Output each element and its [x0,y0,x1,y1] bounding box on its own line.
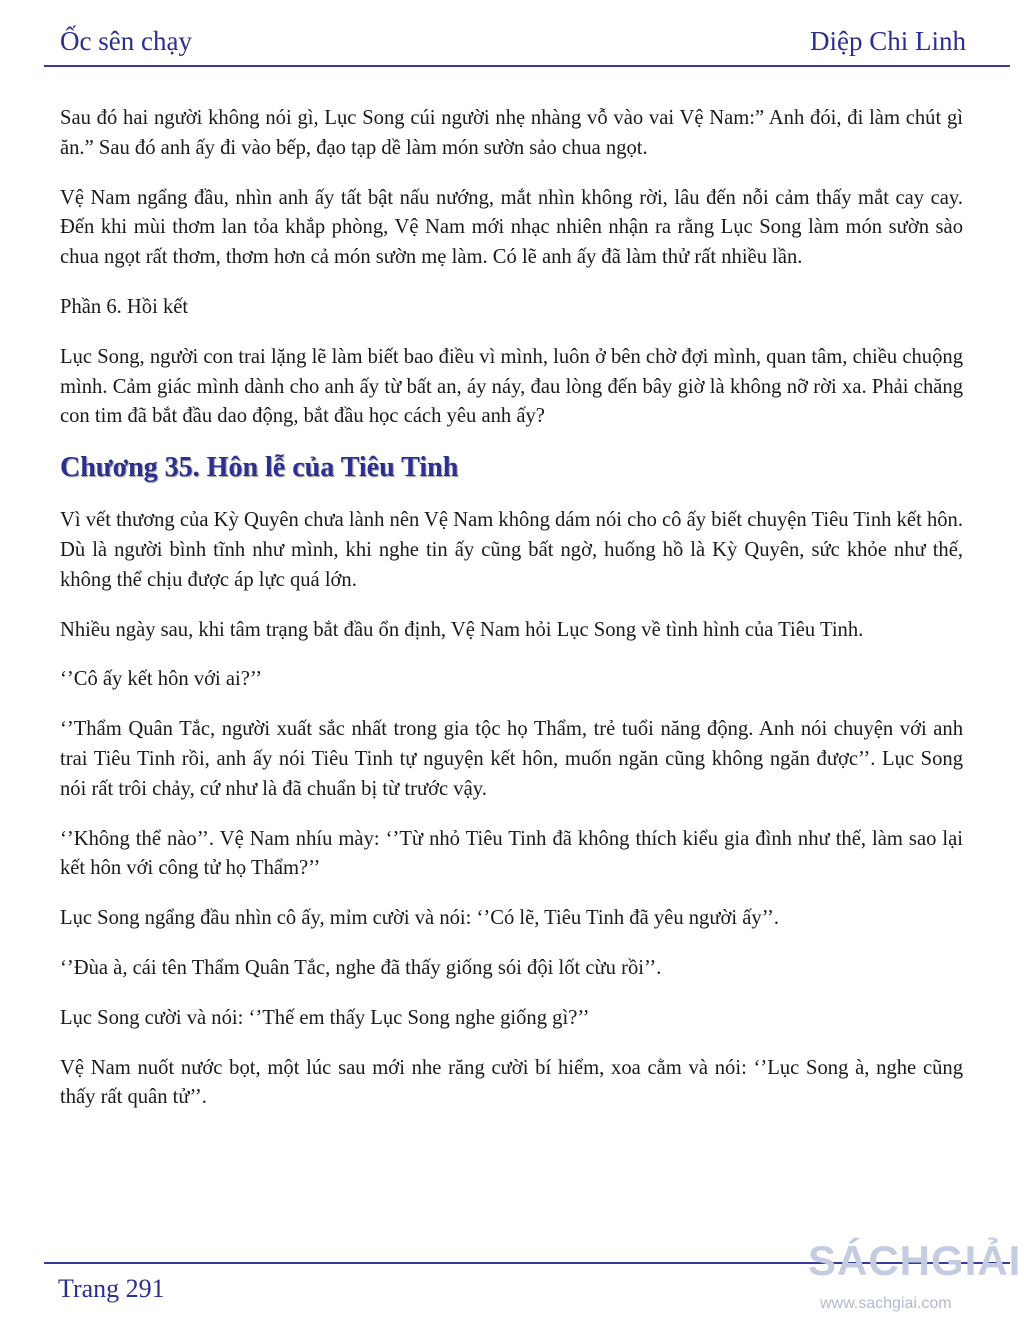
watermark-url: www.sachgiai.com [820,1295,952,1312]
section-heading: Phần 6. Hồi kết [60,295,189,318]
header-book-title: Ốc sên chạy [60,26,192,56]
paragraph: Vệ Nam ngẩng đầu, nhìn anh ấy tất bật nấu nướng, mắt nhìn không rời, lâu đến nỗi cảm thấy mắt cay cay. Đến khi mùi thơm lan tỏa khắp phòng, Vệ Nam mới nhạc nhiên nhận ra rằng Lục Song làm món sườn sào chua ngọt rất thơm, thơm hơn cả món sườn mẹ làm. Có lẽ anh ấy đã làm thử rất nhiều lần. [60,186,963,269]
watermark-brand: SÁCHGIẢI [808,1237,1022,1284]
watermark-logo [808,1237,1022,1321]
dialogue-line: ‘’Thẩm Quân Tắc, người xuất sắc nhất trong gia tộc họ Thẩm, trẻ tuổi năng động. Anh nói chuyện với anh trai Tiêu Tinh rồi, anh ấy nói Tiêu Tinh tự nguyện kết hôn, muốn ngăn cũng không ngăn được’’. Lục Song nói rất trôi chảy, cứ như là đã chuẩn bị từ trước vậy. [60,718,963,800]
dialogue-line: ‘’Cô ấy kết hôn với ai?’’ [60,668,263,691]
header-divider [44,65,1010,67]
chapter-title: Chương 35. Hôn lễ của Tiêu Tinh [60,452,459,484]
page-number: Trang 291 [58,1274,165,1303]
header-author: Diệp Chi Linh [810,26,966,56]
paragraph: Sau đó hai người không nói gì, Lục Song cúi người nhẹ nhàng vỗ vào vai Vệ Nam:” Anh đói, đi làm chút gì ăn.” Sau đó anh ấy đi vào bếp, đạo tạp dề làm món sườn sảo chua ngọt. [60,107,963,159]
paragraph: Vì vết thương của Kỳ Quyên chưa lành nên Vệ Nam không dám nói cho cô ấy biết chuyện Tiêu Tinh kết hôn. Dù là người bình tĩnh như mình, khi nghe tin ấy cũng bất ngờ, huống hồ là Kỳ Quyên, sức khỏe như thế, không thể chịu được áp lực quá lớn. [60,509,963,591]
paragraph: Nhiều ngày sau, khi tâm trạng bắt đầu ổn định, Vệ Nam hỏi Lục Song về tình hình của Tiêu Tinh. [60,618,864,641]
dialogue-line: ‘’Đùa à, cái tên Thẩm Quân Tắc, nghe đã thấy giống sói đội lốt cừu rồi’’. [60,956,662,979]
dialogue-line: Lục Song ngẩng đầu nhìn cô ấy, mỉm cười và nói: ‘’Có lẽ, Tiêu Tinh đã yêu người ấy’’. [60,907,780,930]
paragraph: Lục Song, người con trai lặng lẽ làm biết bao điều vì mình, luôn ở bên chờ đợi mình, quan tâm, chiều chuộng mình. Cảm giác mình dành cho anh ấy từ bất an, áy náy, đau lòng đến bây giờ là không nỡ rời xa. Phải chăng con tim đã bắt đầu dao động, bắt đầu học cách yêu anh ấy? [60,345,963,428]
page-content [60,104,963,1133]
dialogue-line: Lục Song cười và nói: ‘’Thế em thấy Lục Song nghe giống gì?’’ [60,1006,590,1029]
dialogue-line: ‘’Không thể nào’’. Vệ Nam nhíu mày: ‘’Từ nhỏ Tiêu Tinh đã không thích kiểu gia đình như thế, làm sao lại kết hôn với công tử họ Thẩm?’’ [60,827,963,880]
dialogue-line: Vệ Nam nuốt nước bọt, một lúc sau mới nhe răng cười bí hiểm, xoa cằm và nói: ‘’Lục Song à, nghe cũng thấy rất quân tử’’. [60,1056,963,1109]
